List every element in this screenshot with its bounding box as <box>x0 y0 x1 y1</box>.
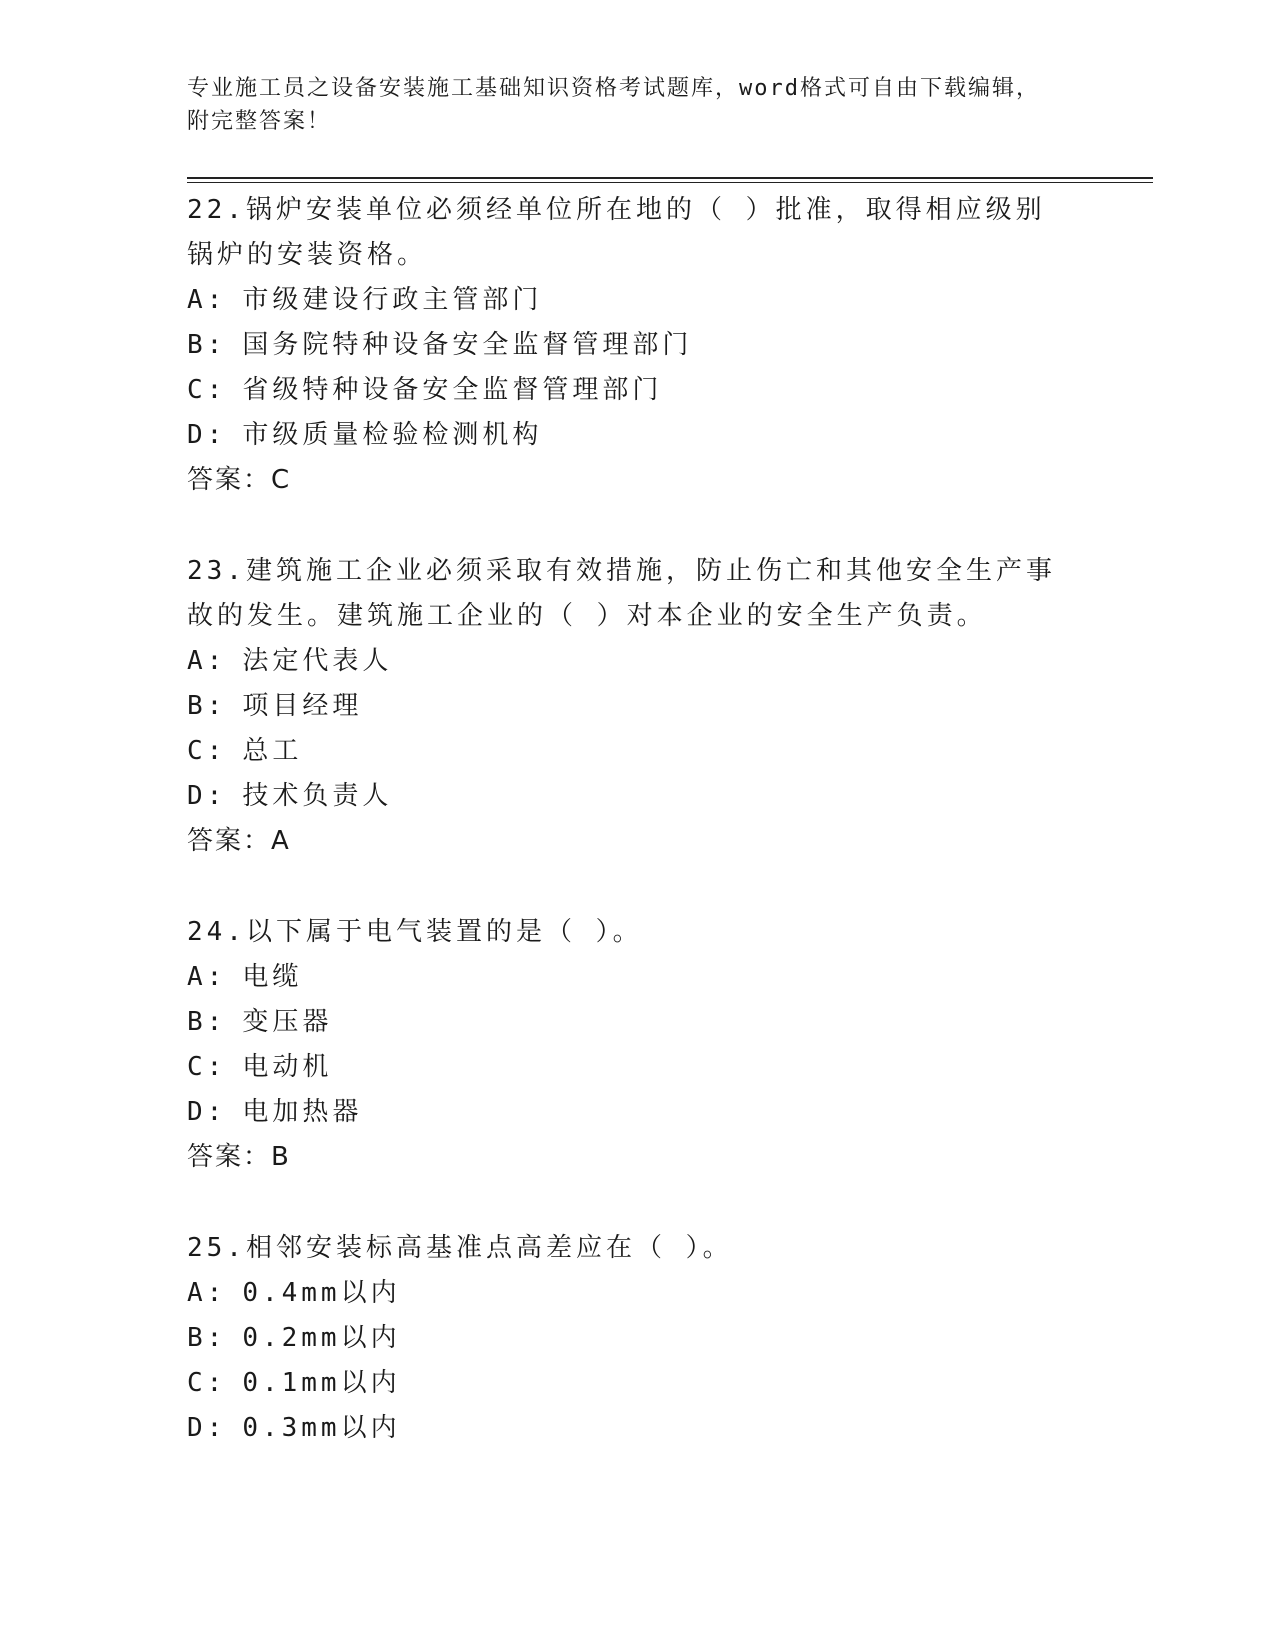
answer-line: 答案：B <box>187 1142 291 1172</box>
option-text: 市级建设行政主管部门 <box>242 285 543 315</box>
option-text: 项目经理 <box>242 691 363 721</box>
option-letter: C: <box>187 1368 227 1398</box>
question-list <box>187 188 1087 1497</box>
option-b <box>187 323 1087 368</box>
option-d <box>187 774 1087 819</box>
question-number: 24. <box>187 917 246 947</box>
question-text: 以下属于电气装置的是（ ）。 <box>245 917 643 947</box>
option-text: 总工 <box>242 736 303 766</box>
document-header <box>187 72 1087 138</box>
question-stem <box>187 1226 1087 1271</box>
option-letter: A: <box>187 646 227 676</box>
option-letter: A: <box>187 962 227 992</box>
option-a <box>187 955 1087 1000</box>
option-text: 技术负责人 <box>242 781 393 811</box>
option-c <box>187 368 1087 413</box>
option-text: 市级质量检验检测机构 <box>242 420 543 450</box>
option-d <box>187 413 1087 458</box>
option-text: 电动机 <box>242 1052 333 1082</box>
question-text: 相邻安装标高基准点高差应在（ ）。 <box>245 1233 733 1263</box>
option-c <box>187 1045 1087 1090</box>
question-stem <box>187 188 1047 278</box>
question-text: 建筑施工企业必须采取有效措施，防止伤亡和其他安全生产事故的发生。建筑施工企业的（ ）对本企业的安全生产负责。 <box>187 556 1056 631</box>
option-b <box>187 1000 1087 1045</box>
option-letter: C: <box>187 1052 227 1082</box>
option-a <box>187 639 1087 684</box>
option-letter: C: <box>187 375 227 405</box>
question-stem <box>187 549 1067 639</box>
option-b <box>187 1316 1087 1361</box>
answer-line: 答案：C <box>187 465 292 495</box>
option-text: 变压器 <box>242 1007 333 1037</box>
header-line-2: 附完整答案！ <box>187 109 332 134</box>
option-text: 0.4mm以内 <box>242 1278 401 1308</box>
option-letter: A: <box>187 1278 227 1308</box>
option-c <box>187 1361 1087 1406</box>
option-b <box>187 684 1087 729</box>
question-22 <box>187 188 1087 503</box>
option-letter: C: <box>187 736 227 766</box>
option-d <box>187 1090 1087 1135</box>
question-stem <box>187 910 1087 955</box>
option-letter: D: <box>187 1413 227 1443</box>
option-letter: D: <box>187 781 227 811</box>
option-text: 法定代表人 <box>242 646 393 676</box>
option-letter: B: <box>187 1007 227 1037</box>
option-c <box>187 729 1087 774</box>
option-a <box>187 278 1087 323</box>
option-letter: B: <box>187 1323 227 1353</box>
option-letter: A: <box>187 285 227 315</box>
option-a <box>187 1271 1087 1316</box>
answer-line: 答案：A <box>187 826 291 856</box>
option-text: 电缆 <box>242 962 303 992</box>
option-letter: D: <box>187 1097 227 1127</box>
option-text: 国务院特种设备安全监督管理部门 <box>242 330 693 360</box>
header-divider-bottom <box>187 182 1153 183</box>
option-text: 0.1mm以内 <box>242 1368 401 1398</box>
option-text: 0.2mm以内 <box>242 1323 401 1353</box>
question-23 <box>187 549 1087 864</box>
option-text: 省级特种设备安全监督管理部门 <box>242 375 663 405</box>
question-number: 25. <box>187 1233 246 1263</box>
header-line-1: 专业施工员之设备安装施工基础知识资格考试题库，word格式可自由下载编辑， <box>187 76 1040 101</box>
option-letter: D: <box>187 420 227 450</box>
question-text: 锅炉安装单位必须经单位所在地的（ ）批准，取得相应级别锅炉的安装资格。 <box>187 195 1046 270</box>
header-divider-top <box>187 177 1153 179</box>
option-text: 电加热器 <box>242 1097 363 1127</box>
option-d <box>187 1406 1087 1451</box>
question-number: 22. <box>187 195 246 225</box>
option-letter: B: <box>187 691 227 721</box>
option-text: 0.3mm以内 <box>242 1413 401 1443</box>
question-number: 23. <box>187 556 246 586</box>
question-25 <box>187 1226 1087 1451</box>
option-letter: B: <box>187 330 227 360</box>
question-24 <box>187 910 1087 1180</box>
